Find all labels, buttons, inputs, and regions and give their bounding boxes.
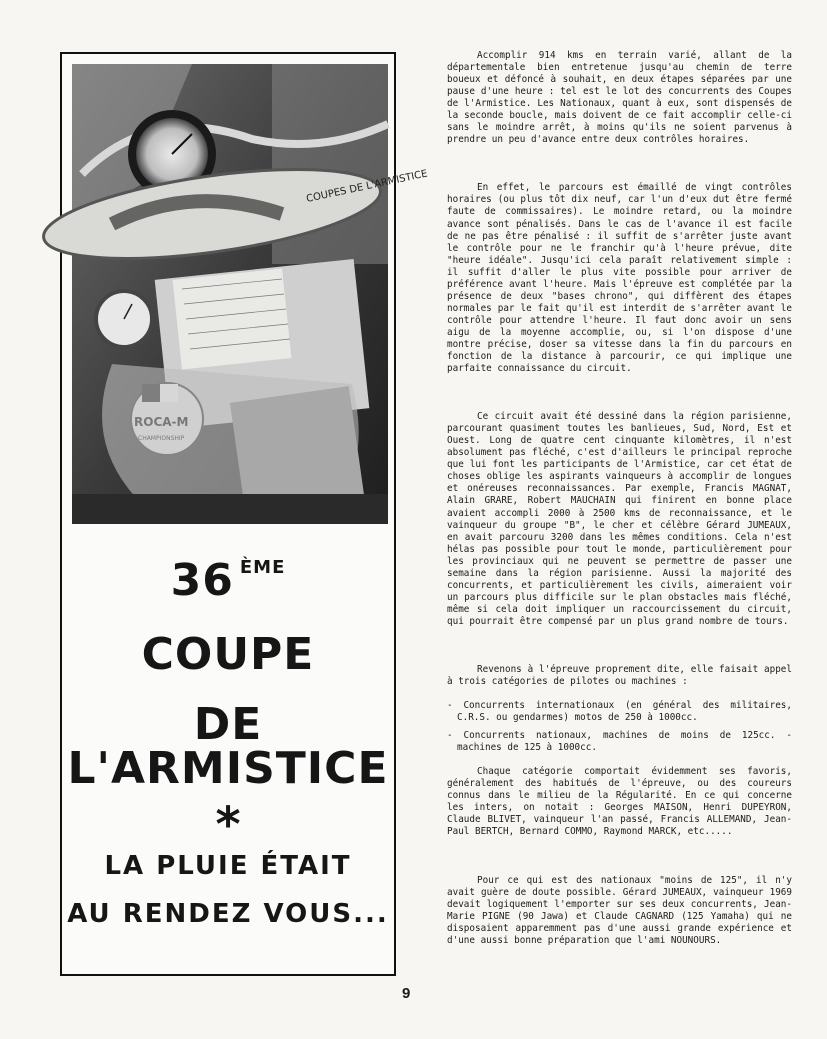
category-item-1: - Concurrents internationaux (en général des militaires, C.R.S. ou gendarmes) motos de 250 à 1000cc. bbox=[447, 700, 792, 724]
article-paragraph-5: Chaque catégorie comportait évidemment ses favoris, généralement des habitués de l'épreuve, ou des coureurs connus dans le milieu de la Régularité. En ce qui concerne les inters, on notait : Georges MAISON, Henri DUPEYRON, Claude BLIVET, vainqueur l'an passé, Francis ALLEMAND, Jean-Paul BERTCH, Bernard COMMO, Raymond MARCK, etc..... bbox=[447, 766, 792, 838]
article-paragraph-3: Ce circuit avait été dessiné dans la région parisienne, parcourant quasiment toutes les banlieues, Sud, Nord, Est et Ouest. Long de quatre cent cinquante kilomètres, il n'est absolument pas fléché, c'est d'ailleurs le principal reproche que lui font les participants de l'Armistice, car cet état de choses oblige les aspirants vainqueurs à accomplir de longues et onéreuses reconnaissances. Par exemple, Francis MAGNAT, Alain GRARE, Robert MAUCHAIN qui finirent en bonne place avaient accompli 2000 à 2500 kms de reconnaissance, et le vainqueur du groupe "B", le cher et célèbre Gérard JUMEAUX, en avait parcouru 3200 dans les mêmes conditions. Cela n'est hélas pas possible pour tout le monde, particulièrement pour les provinciaux qui ne peuvent se permettre de passer une semaine dans la région parisienne. Aussi la majorité des concurrents, et particulièrement les civils, aimeraient voir un parcours plus difficile sur le plan obstacles mais fléché, même si cela doit impliquer un raccourcissement du circuit, qui pourrait être compensé par un plus grand nombre de tours. bbox=[447, 411, 792, 627]
edition-number bbox=[62, 555, 394, 606]
edition-number-digits: 36 bbox=[170, 555, 234, 606]
edition-ordinal: ÈME bbox=[239, 557, 286, 578]
article-paragraph-4: Revenons à l'épreuve proprement dite, elle faisait appel à trois catégories de pilotes ou machines : bbox=[447, 663, 792, 688]
subtitle-line1: LA PLUIE ÉTAIT bbox=[104, 851, 352, 881]
subtitle-line2: AU RENDEZ VOUS... bbox=[67, 899, 389, 929]
article-paragraph-1: Accomplir 914 kms en terrain varié, allant de la départementale bien entretenue jusqu'au chemin de terre boueux et défoncé à souhait, en deux étapes séparées par une pause d'une heure : tel est le lot des concurrents des Coupes de l'Armistice. Les Nationaux, quant à eux, sont dispensés de la seconde boucle, mais doivent de ce fait accomplir celle-ci sans le moindre arrêt, à moins qu'ils ne soient parvenus à prendre un peu d'avance entre deux contrôles horaires. bbox=[447, 50, 792, 146]
article-paragraph-6: Pour ce qui est des nationaux "moins de 125", il n'y avait guère de doute possible. Gérard JUMEAUX, vainqueur 1969 devait logiquement l'emporter sur ses deux concurrents, Jean-Marie PIGNE (90 Jawa) et Claude CAGNARD (125 Yamaha) qui ne disposaient apparemment pas d'une aussi grande expérience et d'une aussi bonne préparation que l'ami NOUNOURS. bbox=[447, 874, 792, 946]
headline-armistice: DE L'ARMISTICE bbox=[67, 699, 389, 794]
motorcycle-photo bbox=[72, 64, 429, 524]
headline-coupe: COUPE bbox=[141, 629, 315, 680]
motorcycle-dashboard-image bbox=[72, 64, 429, 524]
left-panel bbox=[60, 52, 429, 976]
article-body bbox=[447, 50, 792, 947]
page-number: 9 bbox=[402, 985, 411, 1002]
headline bbox=[62, 555, 394, 929]
article-paragraph-2: En effet, le parcours est émaillé de vingt contrôles horaires (ou plus tôt dix neuf, car l'un d'eux dut être fermé faute de commissaires). Le moindre retard, ou la moindre avance sont pénalisés. Dans le cas de l'avance il est facile de ne pas être pénalisé : il suffit de s'arrêter juste avant le contrôle pour ne le franchir qu'à l'heure prévue, dite "heure idéale". Jusqu'ici cela paraît relativement simple : il suffit d'aller le plus vite possible pour arriver de préférence avant l'heure. Mais l'épreuve est complétée par la présence de deux "bases chrono", qui diffèrent des étapes normales par le fait qu'il est interdit de s'arrêter avant le contrôle pour attendre l'heure. Il faut donc avoir un sens aigu de la moyenne accomplie, ou, si l'on dispose d'une montre précise, doser sa vitesse dans la fin du parcours en fonction de la distance à parcourir, ce qui implique une parfaite connaissance du circuit. bbox=[447, 182, 792, 375]
plate-text: COUPES DE L'ARMISTICE bbox=[305, 168, 429, 205]
separator-asterisk: * bbox=[215, 797, 241, 853]
category-item-2: - Concurrents nationaux, machines de moins de 125cc. - machines de 125 à 1000cc. bbox=[447, 730, 792, 754]
